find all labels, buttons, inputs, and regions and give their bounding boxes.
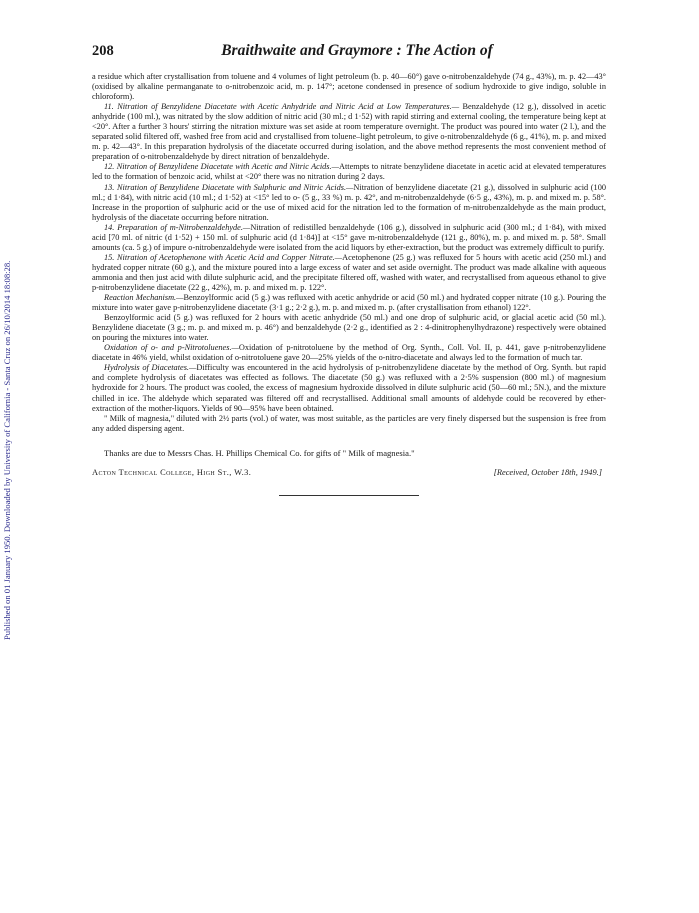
paragraph — [92, 293, 606, 313]
paragraph — [92, 343, 606, 363]
paragraph-heading: Oxidation of o- and p-Nitrotoluenes.— — [104, 343, 239, 353]
paragraph-text: Oxidation of p-nitrotoluene by the method of Org. Synth., Coll. Vol. II, p. 441, gave p-nitrobenzylidene diacetate in 46% yield, whilst oxidation of o-nitrotoluene gave 20—25% yields of the o-nitro-diacetate and always led to the formation of much tar. — [92, 343, 606, 363]
paragraph-heading: 12. Nitration of Benzylidene Diacetate with Acetic and Nitric Acids.— — [104, 162, 339, 172]
paragraph — [92, 102, 606, 162]
running-title: Braithwaite and Graymore : The Action of — [221, 42, 493, 59]
paragraph-text: Attempts to nitrate benzylidene diacetate in acetic acid at elevated temperatures led to the formation of benzoic acid, whilst at <20° there was no nitration during 2 days. — [92, 162, 607, 182]
paragraph-text: Benzoylformic acid (5 g.) was refluxed with acetic anhydride or acid (50 ml.) and hydrated copper nitrate (10 g.). Pouring the mixture into water gave p-nitrobenzylidene diacetate (3·1 g.; 2·2 g.), m. p. and mixed m. p. (after crystallisation from ethanol) 122°. — [92, 293, 606, 313]
paragraph-text: Benzaldehyde (12 g.), dissolved in acetic anhydride (100 ml.), was nitrated by the slow addition of nitric acid (30 ml.; d 1·52) with rapid stirring and external cooling, the temperature being kept at <20°. After a further 3 hours' stirring the nitration mixture was set aside at room temperature overnight. The product was poured into water (2 l.), and the separated solid filtered off, washed free from acid and crystallised from toluene–light petroleum, to give o-nitrobenzaldehyde (6 g., 41%), m. p. and mixed m. p. 42—43°. In this preparation hydrolysis of the diacetate occurred during isolation, and the above method represents the most convenient method of preparation of o-nitrobenzaldehyde by direct nitration of benzaldehyde. — [92, 102, 606, 162]
paragraph — [92, 253, 606, 293]
paragraph — [92, 162, 606, 182]
paragraph-heading: 14. Preparation of m-Nitrobenzaldehyde.— — [104, 222, 251, 232]
paragraph-heading: 11. Nitration of Benzylidene Diacetate with Acetic Anhydride and Nitric Acid at Low Temperatures.— — [104, 102, 460, 112]
paragraph-text: Acetophenone (25 g.) was refluxed for 5 hours with acetic acid (250 ml.) and hydrated copper nitrate (60 g.), and the mixture poured into a large excess of water and set aside overnight. The product was made alkaline with aqueous ammonia and then just acid with dilute sulphuric acid, and the precipitate filtered off, washed with water, and recrystallised from aqueous ethanol to give p-nitrobenzylidene diacetate (22 g., 42%), m. p. and mixed m. p. 122°. — [92, 252, 606, 292]
paragraph — [92, 72, 606, 102]
paragraph-heading: 15. Nitration of Acetophenone with Acetic Acid and Copper Nitrate.— — [104, 252, 343, 262]
paragraph-text: Nitration of redistilled benzaldehyde (106 g.), dissolved in sulphuric acid (300 ml.; d 1·84), with mixed acid [70 ml. of nitric (d 1·52) + 150 ml. of sulphuric acid (d 1·84)] at <15° gave m-nitrobenzaldehyde (121 g., 80%), m. p. and mixed m. p. 58°. Small amounts (ca. 5 g.) of impure o-nitrobenzaldehyde were isolated from the acid liquors by ether-extraction, but the product was extremely difficult to purify. — [92, 222, 607, 252]
paragraph-text: Difficulty was encountered in the acid hydrolysis of p-nitrobenzylidene diacetate by the method of Org. Synth. but rapid and complete hydrolysis of diacetates was effected as follows. The diacetate (50 g.) was refluxed with a 2·5% suspension (800 ml.) of magnesium hydroxide for 2 hours. The product was cooled, the excess of magnesium hydroxide dissolved in dilute sulphuric acid (50—60 ml.; 5N.), and the mixture chilled in ice. The aldehyde which separated was filtered off and recrystallised. Additional small amounts of aldehyde could be recovered by ether-extraction of the mother-liquors. Yields of 90—95% have been obtained. — [92, 363, 606, 413]
paragraph-heading: Hydrolysis of Diacetates.— — [104, 363, 197, 373]
page-number: 208 — [92, 43, 114, 59]
institution-address: Acton Technical College, High St., W.3. — [92, 467, 252, 477]
paragraph-text: a residue which after crystallisation from toluene and 4 volumes of light petroleum (b. p. 40—60°) gave o-nitrobenzaldehyde (74 g., 43%), m. p. 42—43° (oxidised by alkaline permanganate to o-nitrobenzoic acid, m. p. 147°; acetone condensed in presence of sodium hydroxide to give indigo, soluble in chloroform). — [92, 72, 606, 102]
paragraph — [92, 223, 606, 253]
paragraph-text: Nitration of benzylidene diacetate (21 g.), dissolved in sulphuric acid (100 ml.; d 1·84), with nitric acid (10 ml.; d 1·52) at <15° led to o- (5 g., 33 %) m. p. 42°, and m-nitrobenzaldehyde (6·5 g., 43%), m. p. and mixed m. p. 58°. Increase in the proportion of sulphuric acid or the use of mixed acid for the nitration led to the formation of m-nitrobenzaldehyde as the main product, hydrolysis of the diacetate occurring before nitration. — [92, 182, 606, 222]
paragraph-text: " Milk of magnesia," diluted with 2½ parts (vol.) of water, was most suitable, as the particles are very finely dispersed but the suspension is free from any added dispersing agent. — [92, 413, 606, 433]
paragraph-heading: Reaction Mechanism.— — [104, 293, 184, 303]
paragraph-heading: 13. Nitration of Benzylidene Diacetate with Sulphuric and Nitric Acids.— — [104, 182, 354, 192]
article-footer — [92, 468, 606, 477]
paragraph — [92, 313, 606, 343]
footnote-paragraph — [92, 414, 606, 434]
article-body — [92, 72, 606, 434]
end-rule — [279, 495, 419, 496]
download-notice: Published on 01 January 1950. Downloaded by University of California - Santa Cruz on 26/10/2014 18:08:28. — [2, 260, 12, 640]
received-date: [Received, October 18th, 1949.] — [493, 467, 602, 477]
page-header — [92, 42, 606, 72]
paragraph — [92, 183, 606, 223]
journal-page — [92, 42, 606, 496]
paragraph — [92, 363, 606, 413]
paragraph-text: Benzoylformic acid (5 g.) was refluxed for 2 hours with acetic anhydride (50 ml.) and one drop of sulphuric acid, or glacial acetic acid (50 ml.). Benzylidene diacetate (3 g.; m. p. and mixed m. p. 46°) and benzaldehyde (2·2 g., identified as 2 : 4-dinitrophenylhydrazone) respectively were obtained on pouring the mixtures into water. — [92, 313, 606, 343]
acknowledgements: Thanks are due to Messrs Chas. H. Phillips Chemical Co. for gifts of " Milk of magnesia." — [104, 447, 415, 458]
